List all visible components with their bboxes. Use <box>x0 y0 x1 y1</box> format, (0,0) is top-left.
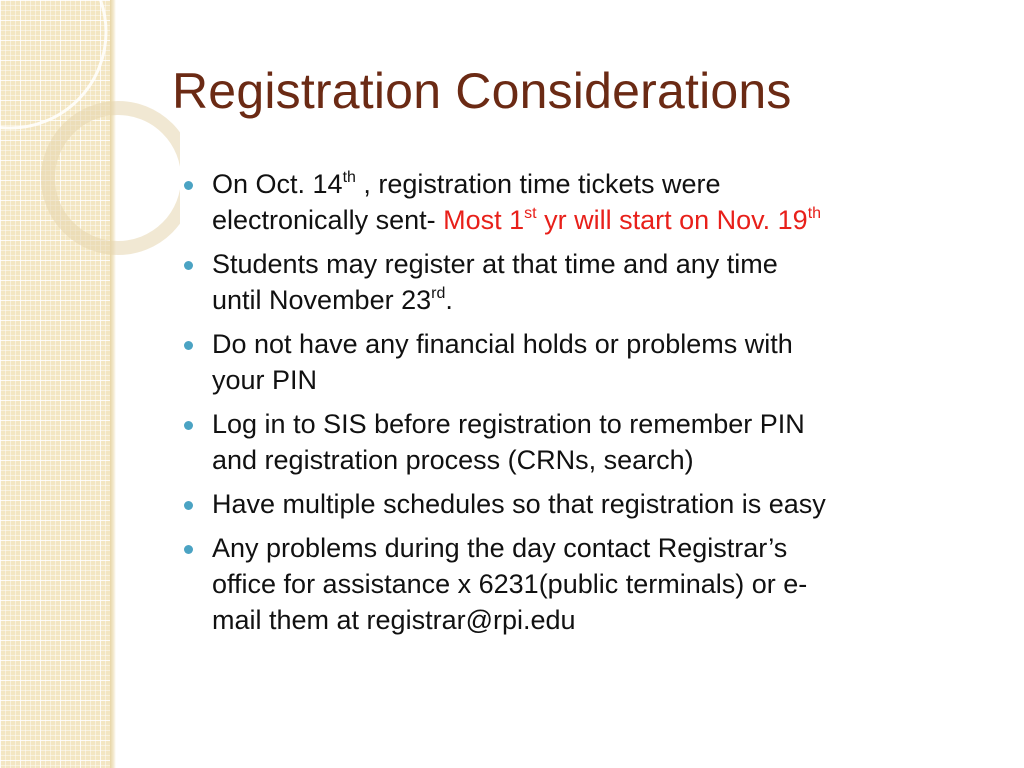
bullet-item <box>182 246 1002 318</box>
bullet-dot-icon <box>184 181 193 190</box>
bullet-item <box>182 166 1002 238</box>
bullet-line: Any problems during the day contact Registrar’s <box>212 533 788 563</box>
bullet-line <box>212 202 1002 238</box>
bullet-line: Log in to SIS before registration to remember PIN <box>212 409 805 439</box>
bullet-line: Do not have any financial holds or problems with <box>212 329 793 359</box>
bullet-line: and registration process (CRNs, search) <box>212 445 694 475</box>
bullet-list <box>182 166 1002 646</box>
highlight-text: Most 1 <box>443 205 525 235</box>
bullet-line <box>212 166 1002 202</box>
bullet-item <box>182 530 1002 638</box>
bullet-dot-icon <box>184 545 193 554</box>
bullet-text: , registration time tickets were <box>355 169 721 199</box>
bullet-text: On Oct. 14 <box>212 169 343 199</box>
bullet-text: . <box>445 285 453 315</box>
bullet-item <box>182 406 1002 478</box>
bullet-dot-icon <box>184 501 193 510</box>
bullet-item <box>182 326 1002 398</box>
ordinal-suffix: st <box>524 205 537 222</box>
bullet-line: Students may register at that time and any time <box>212 249 778 279</box>
ordinal-suffix: th <box>807 205 822 222</box>
slide-title: Registration Considerations <box>172 63 792 119</box>
ordinal-suffix: rd <box>431 285 446 302</box>
bullet-line: mail them at registrar@rpi.edu <box>212 605 576 635</box>
bullet-line: office for assistance x 6231(public terminals) or e- <box>212 569 808 599</box>
decorative-circles <box>0 0 180 260</box>
highlight-text: yr will start on Nov. 19 <box>536 205 808 235</box>
bullet-line: Have multiple schedules so that registration is easy <box>212 489 826 519</box>
bullet-dot-icon <box>184 421 193 430</box>
bullet-line <box>212 282 1002 318</box>
bullet-text: until November 23 <box>212 285 432 315</box>
bullet-dot-icon <box>184 261 193 270</box>
bullet-item <box>182 486 1002 522</box>
bullet-dot-icon <box>184 341 193 350</box>
bullet-line: your PIN <box>212 365 318 395</box>
bullet-text: electronically sent- <box>212 205 444 235</box>
ordinal-suffix: th <box>342 169 356 186</box>
